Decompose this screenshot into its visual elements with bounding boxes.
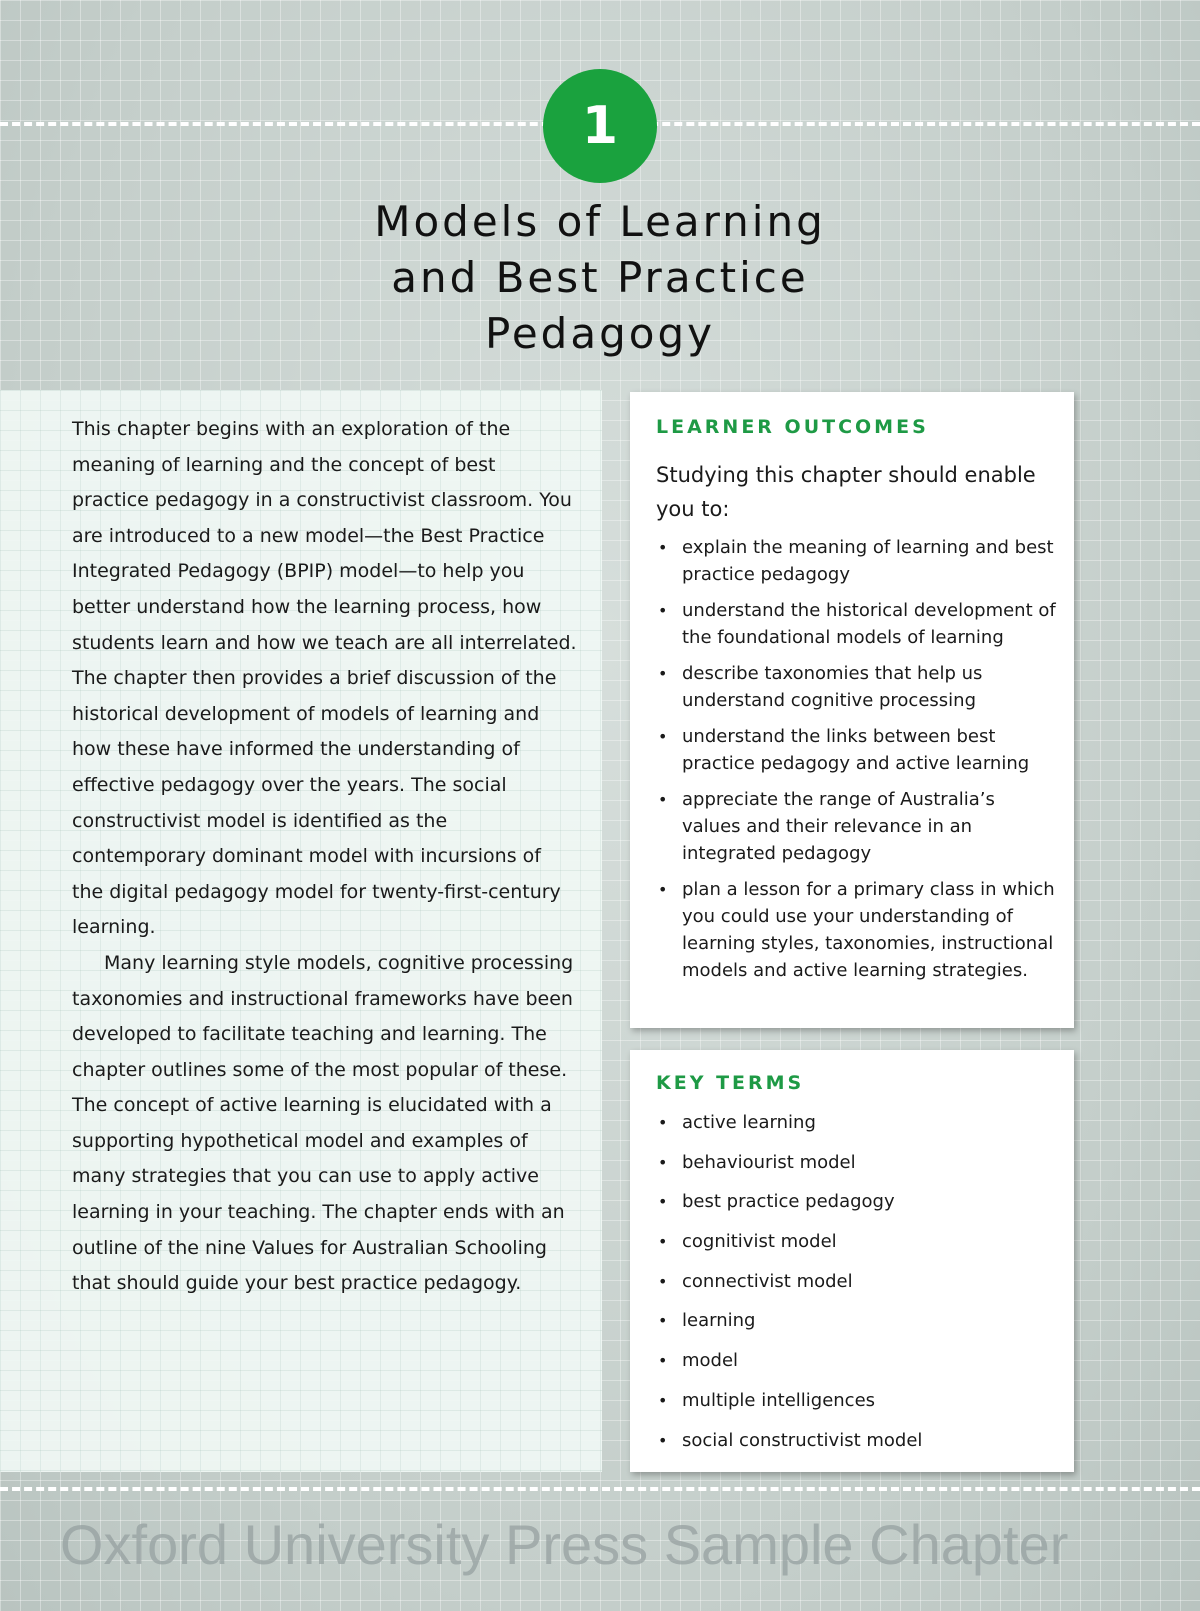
bottom-dashed-rule — [0, 1487, 1200, 1491]
chapter-title — [300, 194, 900, 362]
learner-outcomes-heading: LEARNER OUTCOMES — [656, 416, 929, 438]
bullet-icon: • — [658, 1192, 668, 1212]
list-item-text: cognitivist model — [682, 1231, 837, 1253]
learner-outcomes-box — [630, 392, 1074, 1028]
list-item — [656, 1306, 1056, 1336]
list-item — [656, 876, 1056, 984]
bullet-icon: • — [658, 1351, 668, 1371]
list-item — [656, 534, 1056, 588]
list-item — [656, 723, 1056, 777]
chapter-number-badge: 1 — [543, 69, 657, 183]
list-item — [656, 1227, 1056, 1257]
list-item — [656, 1148, 1056, 1178]
list-item-text: plan a lesson for a primary class in which you could use your understanding of learning styles, taxonomies, instructional models and active learning strategies. — [682, 879, 1055, 981]
intro-text — [72, 412, 578, 1302]
bullet-icon: • — [658, 790, 668, 809]
bullet-icon: • — [658, 538, 668, 557]
bullet-icon: • — [658, 1311, 668, 1331]
key-terms-list — [656, 1108, 1056, 1465]
bullet-icon: • — [658, 1152, 668, 1172]
list-item — [656, 597, 1056, 651]
list-item — [656, 1267, 1056, 1297]
list-item-text: social constructivist model — [682, 1429, 923, 1451]
list-item-text: behaviourist model — [682, 1151, 856, 1173]
chapter-title-line: and Best Practice — [391, 253, 809, 302]
list-item-text: multiple intelligences — [682, 1389, 876, 1411]
bullet-icon: • — [658, 1113, 668, 1132]
bullet-icon: • — [658, 1390, 668, 1410]
bullet-icon: • — [658, 1271, 668, 1291]
list-item-text: model — [682, 1350, 739, 1372]
key-terms-heading: KEY TERMS — [656, 1072, 805, 1094]
key-terms-box — [630, 1050, 1074, 1472]
list-item-text: understand the historical development of the foundational models of learning — [682, 600, 1056, 648]
bullet-icon: • — [658, 601, 668, 620]
list-item-text: learning — [682, 1310, 756, 1332]
list-item-text: understand the links between best practice pedagogy and active learning — [682, 726, 1030, 774]
learner-outcomes-intro: Studying this chapter should enable you to: — [656, 463, 1036, 521]
learner-outcomes-list — [656, 534, 1056, 993]
list-item-text: connectivist model — [682, 1270, 853, 1292]
list-item-text: appreciate the range of Australia’s values and their relevance in an integrated pedagogy — [682, 789, 995, 864]
watermark: Oxford University Press Sample Chapter — [60, 1513, 1069, 1576]
bullet-icon: • — [658, 1232, 668, 1252]
list-item — [656, 660, 1056, 714]
list-item-text: active learning — [682, 1112, 816, 1133]
list-item — [656, 786, 1056, 867]
intro-paragraph: Many learning style models, cognitive processing taxonomies and instructional frameworks have been developed to facilitate teaching and learning. The chapter outlines some of the most popular of these. The concept of active learning is elucidated with a supporting hypothetical model and examples of many strategies that you can use to apply active learning in your teaching. The chapter ends with an outline of the nine Values for Australian Schooling that should guide your best practice pedagogy. — [72, 951, 574, 1295]
list-item — [656, 1386, 1056, 1416]
list-item — [656, 1187, 1056, 1217]
intro-paragraph: This chapter begins with an exploration of the meaning of learning and the concept of best practice pedagogy in a constructivist classroom. You are introduced to a new model—the Best Practice Integrated Pedagogy (BPIP) model—to help you better understand how the learning process, how students learn and how we teach are all interrelated. The chapter then provides a brief discussion of the historical development of models of learning and how these have informed the understanding of effective pedagogy over the years. The social constructivist model is identified as the contemporary dominant model with incursions of the digital pedagogy model for twenty-first-century learning. — [72, 418, 577, 939]
bullet-icon: • — [658, 1430, 668, 1450]
list-item — [656, 1108, 1056, 1138]
list-item-text: explain the meaning of learning and best practice pedagogy — [682, 537, 1054, 585]
bullet-icon: • — [658, 664, 668, 683]
list-item-text: describe taxonomies that help us understand cognitive processing — [682, 663, 983, 711]
list-item-text: best practice pedagogy — [682, 1191, 895, 1213]
list-item — [656, 1426, 1056, 1456]
bullet-icon: • — [658, 880, 668, 899]
chapter-title-line: Models of Learning — [374, 197, 826, 246]
bullet-icon: • — [658, 727, 668, 746]
chapter-title-line: Pedagogy — [485, 309, 715, 358]
list-item — [656, 1346, 1056, 1376]
